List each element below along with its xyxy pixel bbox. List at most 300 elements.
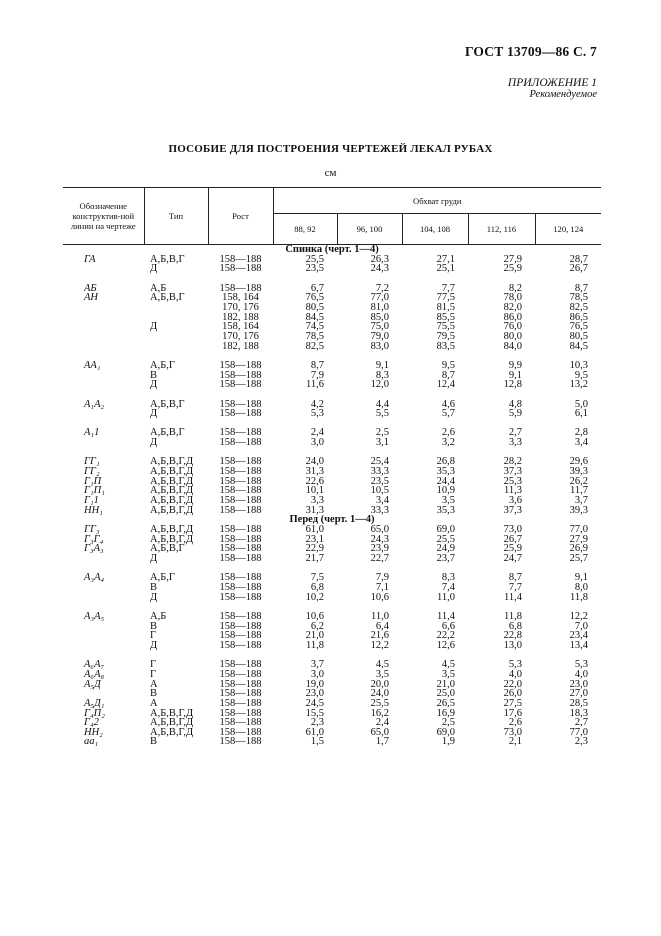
measurement-value: 25,0	[436, 688, 455, 700]
figure-type: Д	[150, 408, 158, 420]
measurement-value: 25,5	[370, 697, 389, 709]
measurement-value: 8,7	[508, 572, 522, 584]
line-designation: А₁А₂	[84, 398, 105, 410]
height-range: 158—188	[219, 543, 262, 555]
line-designation: Г₄П₂	[84, 707, 105, 719]
measurement-value: 22,0	[503, 678, 522, 690]
measurement-value: 65,0	[370, 726, 389, 738]
figure-type: А,Б,Г	[150, 359, 175, 371]
line-designation	[63, 593, 144, 603]
measurement-value: 1,7	[375, 736, 389, 748]
measurement-value: 4,5	[375, 659, 389, 671]
measurement-value: 26,7	[569, 263, 589, 275]
measurement-value: 27,0	[569, 688, 589, 700]
figure-type: А	[150, 697, 158, 709]
measurement-value: 2,4	[310, 427, 324, 439]
measurement-value: 24,0	[305, 456, 324, 468]
measurement-value: 4,4	[375, 398, 389, 410]
measurement-value: 16,2	[370, 707, 389, 719]
measurement-value: 76,5	[569, 321, 589, 333]
height-range: 158—188	[219, 253, 262, 265]
line-designation: НН₁	[84, 504, 103, 516]
line-designation: Г₁1	[84, 495, 99, 507]
measurement-value: 11,4	[504, 591, 522, 603]
figure-type: А,Б	[150, 610, 167, 622]
height-range: 158—188	[219, 726, 262, 738]
figure-type: А,Б,В,Г,Д	[150, 726, 194, 738]
measurement-value: 69,0	[436, 726, 455, 738]
measurement-value: 2,5	[441, 717, 455, 729]
line-designation	[63, 380, 144, 390]
measurement-value: 6,4	[375, 620, 389, 632]
height-range: 158—188	[219, 572, 262, 584]
line-designation	[63, 371, 144, 381]
measurement-value: 23,7	[436, 553, 455, 564]
measurement-value: 7,9	[310, 369, 324, 381]
header-chest-size: 96, 100	[337, 214, 402, 245]
height-range: 158—188	[219, 408, 262, 420]
measurement-value: 2,4	[375, 717, 389, 729]
table-body	[63, 245, 601, 748]
measurement-value: 84,5	[569, 340, 589, 352]
measurement-value: 25,1	[436, 263, 455, 275]
measurement-value: 3,7	[574, 495, 589, 507]
height-range: 158—188	[219, 707, 262, 719]
measurement-value: 37,3	[503, 466, 522, 478]
measurement-value: 4,6	[441, 398, 455, 410]
height-range: 158—188	[219, 466, 262, 478]
measurement-value: 76,0	[503, 321, 522, 333]
section-title: Спинка (черт. 1—4)	[285, 244, 379, 255]
height-range: 158—188	[219, 736, 262, 748]
table-row	[63, 380, 601, 390]
measurement-value: 10,6	[305, 610, 324, 622]
figure-type: В	[150, 369, 158, 381]
measurement-value: 25,7	[569, 553, 589, 564]
measurement-value: 61,0	[305, 726, 324, 738]
height-range: 158—188	[219, 456, 262, 468]
header-chest-size: 88, 92	[273, 214, 337, 245]
figure-type: А,Б,В,Г,Д	[150, 456, 194, 468]
measurement-value: 8,3	[375, 369, 389, 381]
line-designation	[63, 322, 144, 332]
height-range: 170, 176	[222, 301, 259, 313]
measurement-value: 5,9	[508, 408, 522, 420]
measurement-value: 12,2	[370, 639, 389, 651]
measurement-value: 22,6	[305, 475, 324, 487]
measurement-value: 25,5	[436, 533, 455, 545]
appendix-note: Рекомендуемое	[529, 89, 597, 100]
line-designation	[63, 583, 144, 593]
measurement-value: 28,5	[569, 697, 589, 709]
height-range: 158—188	[219, 688, 262, 700]
line-designation	[63, 313, 144, 323]
measurement-value: 84,0	[503, 340, 522, 352]
measurement-value: 5,7	[441, 408, 455, 420]
measurement-value: 22,9	[305, 543, 324, 555]
measurement-value: 78,0	[503, 292, 522, 304]
measurement-value: 78,5	[305, 330, 324, 342]
measurement-value: 24,0	[370, 688, 389, 700]
line-designation: ГГ₂	[84, 466, 100, 478]
line-designation: А₆А₇	[84, 659, 105, 671]
figure-type: Д	[150, 553, 158, 564]
height-range: 158—188	[219, 524, 262, 536]
height-range: 158—188	[219, 659, 262, 671]
measurement-value: 31,3	[305, 504, 324, 516]
measurement-value: 7,0	[574, 620, 589, 632]
measurement-value: 3,5	[375, 668, 389, 680]
measurement-value: 24,5	[305, 697, 324, 709]
measurement-value: 12,6	[436, 639, 455, 651]
measurement-value: 11,4	[437, 610, 455, 622]
measurement-value: 8,3	[441, 572, 455, 584]
measurement-value: 4,0	[574, 668, 589, 680]
measurement-value: 10,5	[370, 485, 389, 497]
measurement-value: 7,5	[310, 572, 324, 584]
measurement-value: 73,0	[503, 726, 522, 738]
measurement-value: 4,0	[508, 668, 522, 680]
measurement-value: 9,1	[508, 369, 522, 381]
measurement-value: 22,2	[436, 630, 455, 642]
measurement-value: 3,4	[375, 495, 389, 507]
height-range: 158—188	[219, 359, 262, 371]
line-designation: А₃А₅	[84, 610, 105, 622]
measurement-value: 65,0	[370, 524, 389, 536]
measurement-value: 10,1	[305, 485, 324, 497]
measurement-value: 25,9	[503, 543, 522, 555]
measurement-value: 11,8	[570, 591, 589, 603]
measurement-value: 35,3	[436, 504, 455, 516]
measurement-value: 27,1	[436, 253, 455, 265]
figure-type: А,Б,В,Г,Д	[150, 533, 194, 545]
measurement-value: 39,3	[569, 466, 589, 478]
measurement-value: 37,3	[503, 504, 522, 516]
measurement-value: 23,0	[305, 688, 324, 700]
height-range: 182, 188	[222, 311, 259, 323]
measurement-value: 21,6	[370, 630, 389, 642]
table-row	[63, 737, 601, 747]
line-designation: аа₁	[84, 736, 99, 748]
figure-type: А,Б,В,Г,Д	[150, 717, 194, 729]
measurement-value: 3,4	[574, 437, 589, 449]
measurement-value: 77,5	[436, 292, 455, 304]
measurement-value: 5,0	[574, 398, 589, 410]
measurement-value: 7,4	[441, 581, 455, 593]
measurement-value: 85,0	[370, 311, 389, 323]
measurement-value: 8,7	[310, 359, 324, 371]
measurement-value: 24,3	[370, 533, 389, 545]
measurement-value: 6,7	[310, 282, 324, 294]
height-range: 158—188	[219, 263, 262, 275]
measurement-value: 8,0	[574, 581, 589, 593]
measurement-value: 82,5	[569, 301, 589, 313]
measurement-value: 23,1	[305, 533, 324, 545]
line-designation: ГГ₁	[84, 456, 100, 468]
measurement-value: 79,0	[370, 330, 389, 342]
figure-type: А,Б,В,Г,Д	[150, 466, 194, 478]
measurement-value: 5,5	[375, 408, 389, 420]
measurement-value: 3,0	[310, 668, 324, 680]
height-range: 170, 176	[222, 330, 259, 342]
measurement-value: 31,3	[305, 466, 324, 478]
line-designation	[63, 303, 144, 313]
figure-type: В	[150, 581, 158, 593]
measurement-value: 15,5	[305, 707, 324, 719]
line-designation	[63, 332, 144, 342]
header-chest-size: 104, 108	[402, 214, 468, 245]
measurement-value: 28,7	[569, 253, 589, 265]
measurement-value: 11,6	[306, 379, 324, 391]
measurement-value: 33,3	[370, 504, 389, 516]
measurement-value: 6,8	[310, 581, 324, 593]
measurement-value: 11,0	[437, 591, 455, 603]
measurement-value: 22,8	[503, 630, 522, 642]
figure-type: А,Б,В,Г	[150, 292, 185, 304]
measurement-value: 35,3	[436, 466, 455, 478]
measurement-value: 83,0	[370, 340, 389, 352]
measurement-value: 21,0	[305, 630, 324, 642]
height-range: 158—188	[219, 697, 262, 709]
measurement-value: 10,3	[569, 359, 589, 371]
measurement-value: 11,3	[504, 485, 522, 497]
table-row	[63, 641, 601, 651]
measurement-value: 24,9	[436, 543, 455, 555]
table-header	[63, 188, 601, 245]
measurement-value: 69,0	[436, 524, 455, 536]
height-range: 158—188	[219, 581, 262, 593]
line-designation: А₅Д₁	[84, 697, 105, 709]
header-type: Тип	[144, 188, 208, 245]
measurement-value: 61,0	[305, 524, 324, 536]
figure-type: А,Б,В,Г	[150, 543, 185, 555]
measurement-value: 3,5	[441, 668, 455, 680]
measurement-value: 11,7	[570, 485, 589, 497]
line-designation: АН	[84, 292, 98, 304]
line-designation: АБ	[84, 282, 97, 294]
table-row	[63, 342, 601, 352]
measurement-value: 23,5	[305, 263, 324, 275]
appendix-title: ПРИЛОЖЕНИЕ 1	[507, 77, 597, 89]
table-row	[63, 409, 601, 419]
measurement-value: 75,0	[370, 321, 389, 333]
measurement-value: 33,3	[370, 466, 389, 478]
measurement-value: 26,2	[569, 475, 589, 487]
measurement-value: 77,0	[370, 292, 389, 304]
height-range: 158—188	[219, 495, 262, 507]
measurement-value: 23,4	[569, 630, 589, 642]
line-designation: НН₂	[84, 726, 103, 738]
measurement-value: 26,9	[569, 543, 589, 555]
measurement-value: 3,1	[375, 437, 389, 449]
height-range: 158—188	[219, 427, 262, 439]
measurement-value: 25,4	[370, 456, 389, 468]
figure-type: Д	[150, 639, 158, 651]
measurement-value: 10,2	[305, 591, 324, 603]
figure-type	[144, 342, 208, 352]
header-chest-size: 112, 116	[468, 214, 535, 245]
table-row	[63, 264, 601, 274]
measurement-value: 76,5	[305, 292, 324, 304]
measurement-value: 7,7	[441, 282, 455, 294]
figure-type: Г	[150, 630, 157, 642]
measurement-value: 11,0	[371, 610, 389, 622]
figure-type: Г	[150, 659, 157, 671]
measurement-value: 80,5	[569, 330, 589, 342]
measurement-value: 27,9	[569, 533, 589, 545]
measurement-value: 13,4	[569, 639, 589, 651]
height-range: 158—188	[219, 475, 262, 487]
measurement-value: 6,8	[508, 620, 522, 632]
measurement-value: 26,8	[436, 456, 455, 468]
height-range: 158—188	[219, 533, 262, 545]
document-title: ПОСОБИЕ ДЛЯ ПОСТРОЕНИЯ ЧЕРТЕЖЕЙ ЛЕКАЛ РУБАХ	[168, 143, 493, 155]
height-range: 158, 164	[222, 292, 259, 304]
measurement-value: 79,5	[436, 330, 455, 342]
figure-type: В	[150, 620, 158, 632]
line-designation	[63, 631, 144, 641]
height-range: 158—188	[219, 485, 262, 497]
height-range: 158—188	[219, 504, 262, 516]
line-designation: АА₁	[84, 359, 101, 371]
measurement-value: 23,9	[370, 543, 389, 555]
measurement-value: 5,3	[574, 659, 589, 671]
measurement-value: 9,9	[508, 359, 522, 371]
line-designation: ГА	[84, 253, 96, 265]
header-chest-size: 120, 124	[535, 214, 601, 245]
page-header	[465, 44, 597, 100]
measurement-value: 27,9	[503, 253, 522, 265]
height-range: 158, 164	[222, 321, 259, 333]
measurement-value: 6,6	[441, 620, 455, 632]
line-designation: ГГ₃	[84, 524, 100, 536]
measurement-value: 8,2	[508, 282, 522, 294]
measurement-value: 6,2	[310, 620, 324, 632]
figure-type: Д	[150, 263, 158, 275]
header-height: Рост	[208, 188, 273, 245]
line-designation	[63, 641, 144, 651]
measurement-value: 83,5	[436, 340, 455, 352]
measurement-value: 78,5	[569, 292, 589, 304]
measurement-value: 9,1	[375, 359, 389, 371]
figure-type: А,Б,В,Г	[150, 253, 185, 265]
line-designation: Г₃Г₄	[84, 533, 104, 545]
measurement-value: 27,5	[503, 697, 522, 709]
measurement-value: 84,5	[305, 311, 324, 323]
measurement-value: 3,3	[508, 437, 522, 449]
measurement-value: 86,0	[503, 311, 522, 323]
measurement-value: 7,7	[508, 581, 522, 593]
measurement-value: 21,7	[305, 553, 324, 564]
figure-type: В	[150, 736, 158, 748]
measurement-value: 26,3	[370, 253, 389, 265]
measurement-value: 77,0	[569, 524, 589, 536]
measurement-value: 8,7	[574, 282, 589, 294]
height-range: 158—188	[219, 379, 262, 391]
figure-type: Г	[150, 668, 157, 680]
measurement-value: 8,7	[441, 369, 455, 381]
measurement-value: 24,3	[370, 263, 389, 275]
height-range: 182, 188	[222, 340, 259, 352]
measurement-value: 12,4	[436, 379, 455, 391]
figure-type: А,Б,В,Г,Д	[150, 485, 194, 497]
figure-type: А,Б,Г	[150, 572, 175, 584]
height-range: 158—188	[219, 369, 262, 381]
height-range: 158—188	[219, 639, 262, 651]
measurement-value: 4,8	[508, 398, 522, 410]
height-range: 158—188	[219, 620, 262, 632]
measurement-value: 25,9	[503, 263, 522, 275]
measurement-value: 9,1	[574, 572, 589, 584]
measurement-value: 6,1	[574, 408, 589, 420]
measurement-value: 11,8	[504, 610, 522, 622]
measurement-value: 3,6	[508, 495, 522, 507]
measurement-value: 4,2	[310, 398, 324, 410]
line-designation: Г₁П₁	[84, 485, 105, 497]
header-chest: Обхват груди	[273, 188, 601, 214]
height-range: 158—188	[219, 668, 262, 680]
line-designation	[63, 622, 144, 632]
measurement-value: 82,0	[503, 301, 522, 313]
figure-type: В	[150, 688, 158, 700]
header-designation: Обозначение конструктив-ной линии на чертеже	[63, 188, 144, 245]
measurement-value: 82,5	[305, 340, 324, 352]
figure-type: А,Б	[150, 282, 167, 294]
measurement-value: 9,5	[441, 359, 455, 371]
measurement-value: 26,7	[503, 533, 522, 545]
measurement-value: 26,0	[503, 688, 522, 700]
measurement-value: 2,3	[310, 717, 324, 729]
line-designation	[63, 438, 144, 448]
measurement-value: 18,3	[569, 707, 589, 719]
line-designation: А₅Д	[84, 678, 101, 690]
measurement-value: 21,0	[436, 678, 455, 690]
figure-type	[144, 303, 208, 313]
measurement-value: 1,9	[441, 736, 455, 748]
line-designation: А₁1	[84, 427, 100, 439]
line-designation: Г₁П	[84, 475, 102, 487]
measurement-value: 2,8	[574, 427, 589, 439]
measurement-value: 2,3	[574, 736, 589, 748]
line-designation: А₃А₄	[84, 572, 105, 584]
figure-type: А,Б,В,Г,Д	[150, 504, 194, 516]
line-designation: А₆А₈	[84, 668, 105, 680]
measurement-value: 12,8	[503, 379, 522, 391]
measurement-value: 12,2	[569, 610, 589, 622]
line-designation	[63, 264, 144, 274]
figure-type: А,Б,В,Г	[150, 427, 185, 439]
measurement-value: 2,7	[574, 717, 589, 729]
figure-type: А,Б,В,Г,Д	[150, 707, 194, 719]
line-designation: Г₃А₃	[84, 543, 104, 555]
figure-type: А,Б,В,Г,Д	[150, 495, 194, 507]
height-range: 158—188	[219, 398, 262, 410]
measurement-value: 13,2	[569, 379, 589, 391]
height-range: 158—188	[219, 553, 262, 564]
measurement-value: 19,0	[305, 678, 324, 690]
height-range: 158—188	[219, 717, 262, 729]
document-number: ГОСТ 13709—86 С. 7	[464, 44, 597, 59]
figure-type: Д	[150, 437, 158, 449]
measurement-value: 75,5	[436, 321, 455, 333]
measurement-value: 7,1	[375, 581, 389, 593]
table-row	[63, 554, 601, 564]
measurement-value: 81,0	[370, 301, 389, 313]
measurement-value: 3,3	[310, 495, 324, 507]
measurement-value: 7,9	[375, 572, 389, 584]
measurement-value: 24,7	[503, 553, 522, 564]
figure-type	[144, 332, 208, 342]
